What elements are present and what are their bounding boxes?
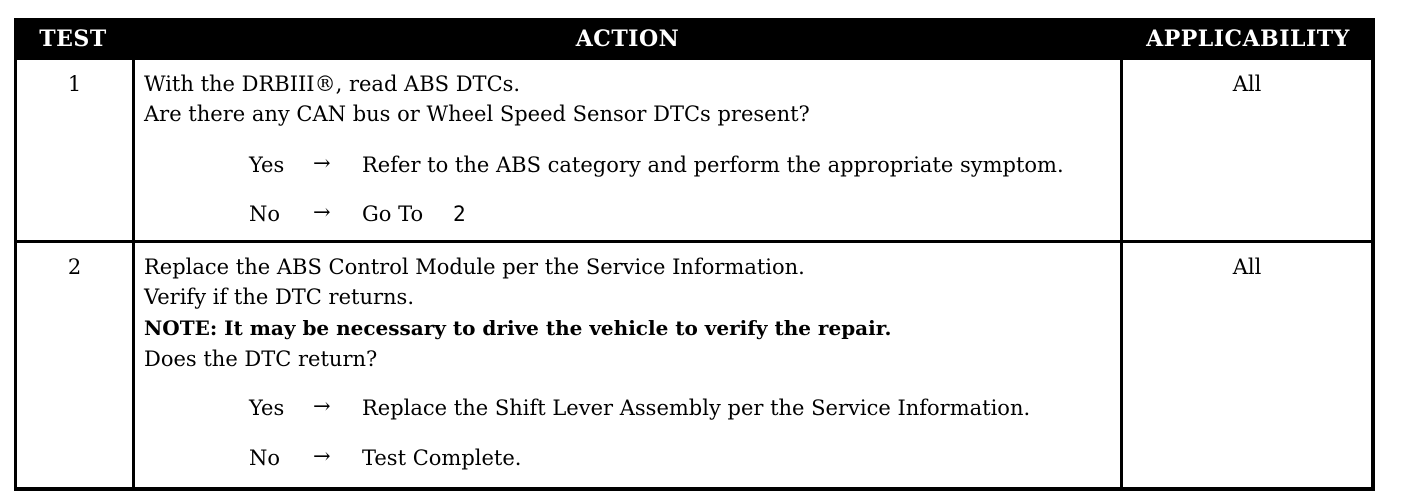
row2-line2: Verify if the DTC returns. [144, 285, 414, 309]
row1-action-cell [135, 60, 1120, 240]
header-action: ACTION [575, 26, 680, 52]
row1-applicability: All [1232, 72, 1262, 96]
row2-applicability-cell [1123, 243, 1371, 487]
row2-question: Does the DTC return? [144, 347, 378, 371]
row1-applicability-cell [1123, 60, 1371, 240]
row1-no-arrow-icon: → [313, 200, 331, 224]
row2-applicability: All [1232, 255, 1262, 279]
row2-action-cell [135, 243, 1120, 487]
row2-yes-label: Yes [249, 396, 285, 420]
row1-yes-label: Yes [249, 153, 285, 177]
header-applicability: APPLICABILITY [1146, 26, 1350, 52]
row1-goto-target: 2 [453, 202, 466, 226]
row1-line1: With the DRBIII®, read ABS DTCs. [144, 72, 521, 96]
row2-line1: Replace the ABS Control Module per the Service Information. [144, 255, 805, 279]
row1-yes-action: Refer to the ABS category and perform the appropriate symptom. [362, 153, 1064, 177]
row2-no-label: No [249, 446, 281, 470]
row2-no-action: Test Complete. [362, 446, 522, 470]
row2-test-number: 2 [67, 255, 82, 279]
row1-no-label: No [249, 202, 281, 226]
row2-yes-action: Replace the Shift Lever Assembly per the Service Information. [362, 396, 1031, 420]
row2-test-cell [17, 243, 132, 487]
row2-no-arrow-icon: → [313, 444, 331, 468]
row1-test-number: 1 [67, 72, 82, 96]
row1-test-cell [17, 60, 132, 240]
row1-line2: Are there any CAN bus or Wheel Speed Sensor DTCs present? [144, 102, 810, 126]
diagnostic-table [14, 18, 1375, 491]
row1-yes-arrow-icon: → [313, 151, 331, 175]
header-test: TEST [39, 26, 107, 52]
row2-yes-arrow-icon: → [313, 394, 331, 418]
row2-note: NOTE: It may be necessary to drive the vehicle to verify the repair. [144, 316, 892, 340]
row1-no-action: Go To [362, 202, 424, 226]
table-header [14, 18, 1375, 60]
